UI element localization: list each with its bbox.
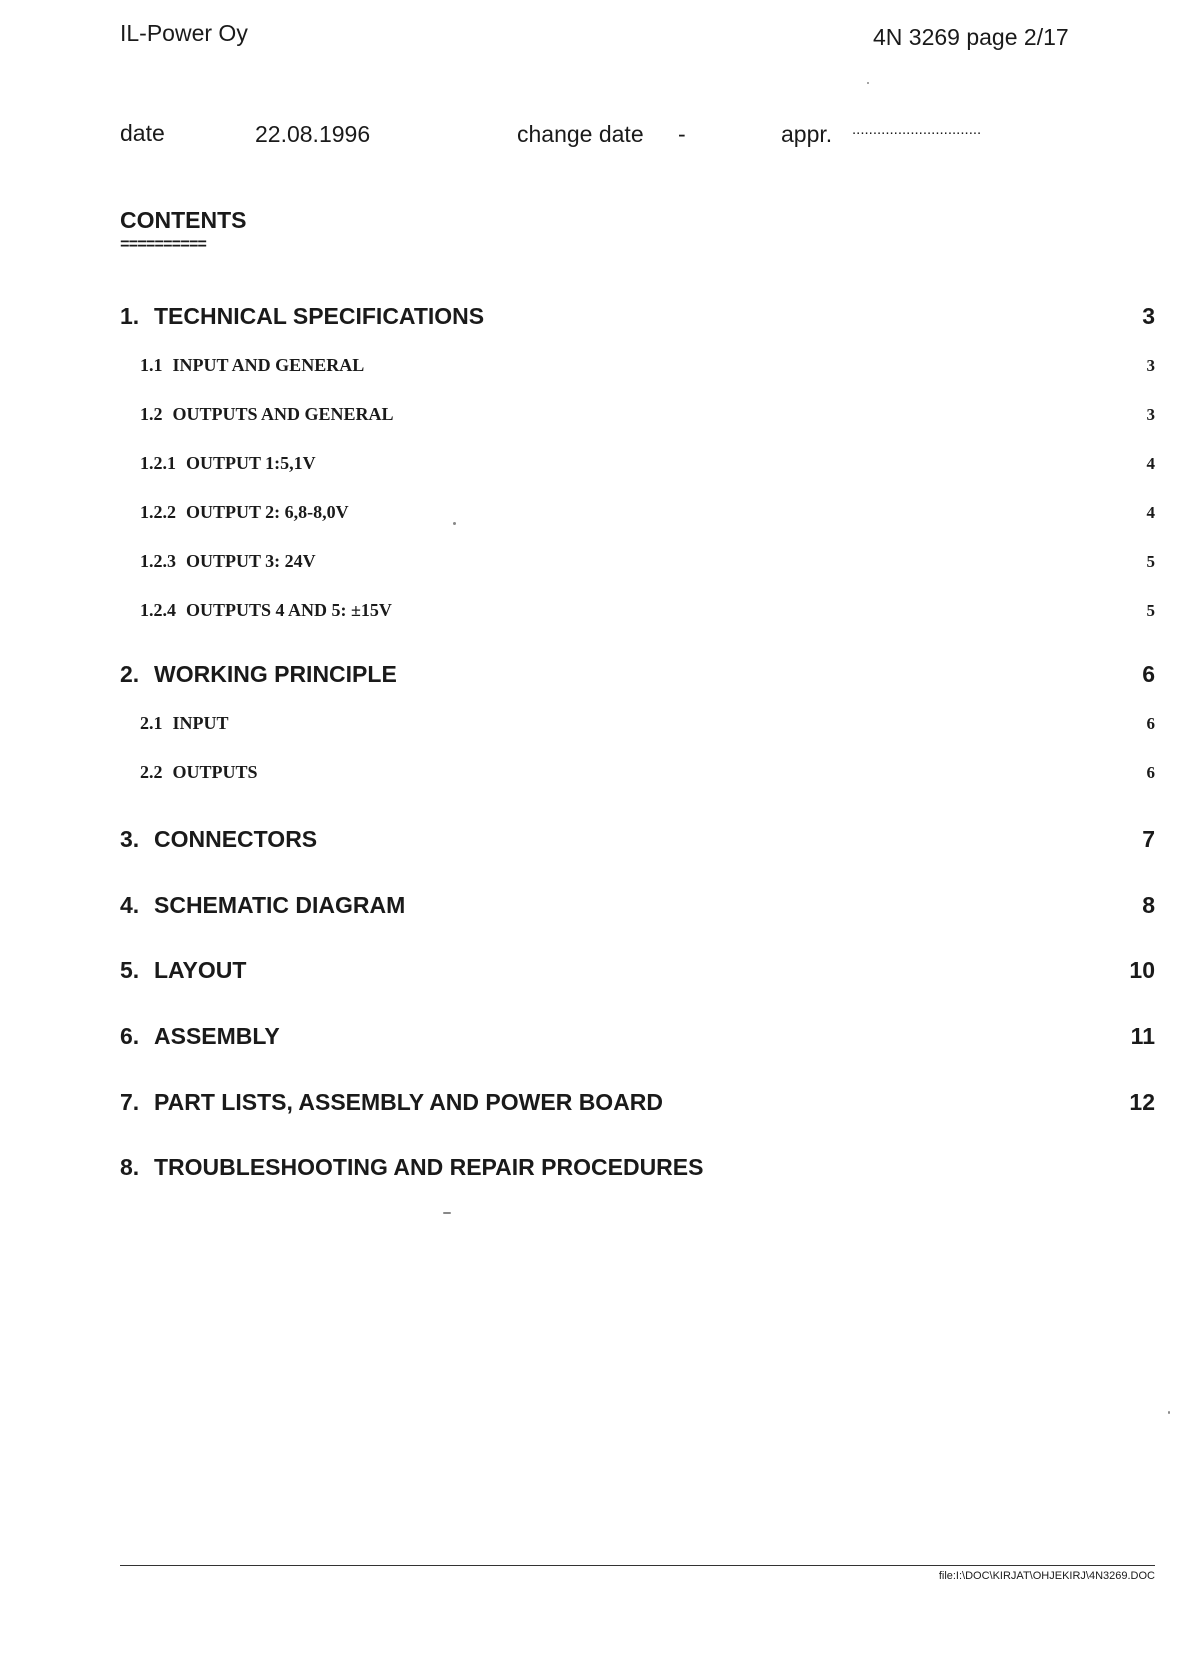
toc-entry[interactable]	[140, 404, 1155, 425]
toc-number: 1.2.1	[140, 453, 176, 473]
toc-number: 1.2	[140, 404, 163, 424]
toc-label: OUTPUTS	[172, 762, 258, 782]
toc-label: ASSEMBLY	[154, 1023, 280, 1049]
toc-label: TECHNICAL SPECIFICATIONS	[154, 303, 485, 329]
toc-entry[interactable]	[140, 600, 1155, 621]
toc-number: 6.	[120, 1023, 140, 1049]
contents-underline: ==========	[120, 236, 207, 254]
toc-entry[interactable]	[120, 957, 1155, 984]
toc-page: 7	[1142, 826, 1155, 852]
change-date-label: change date	[517, 121, 644, 147]
toc-entry[interactable]	[120, 892, 1155, 919]
toc-entry[interactable]	[120, 303, 1155, 330]
date-label: date	[120, 120, 165, 146]
toc-number: 3.	[120, 826, 140, 852]
footer-file-path: file:I:\DOC\KIRJAT\OHJEKIRJ\4N3269.DOC	[938, 1570, 1155, 1582]
toc-entry[interactable]	[120, 1154, 1155, 1181]
toc-entry[interactable]	[120, 826, 1155, 853]
toc-label: LAYOUT	[154, 957, 247, 983]
scan-speck	[453, 522, 456, 525]
toc-number: 2.2	[140, 762, 163, 782]
toc-entry[interactable]	[140, 453, 1155, 474]
toc-page: 3	[1146, 405, 1155, 424]
toc-label: OUTPUTS 4 AND 5: ±15V	[186, 600, 392, 620]
approval-label: appr.	[781, 121, 833, 147]
toc-page: 5	[1146, 552, 1155, 571]
approval-signature-line: ...............................	[852, 121, 982, 138]
toc-number: 8.	[120, 1154, 140, 1180]
toc-label: PART LISTS, ASSEMBLY AND POWER BOARD	[154, 1089, 664, 1115]
toc-page: 3	[1142, 303, 1155, 329]
toc-number: 1.1	[140, 355, 163, 375]
toc-page: 4	[1146, 503, 1155, 522]
toc-label: OUTPUT 1:5,1V	[186, 453, 316, 473]
toc-page: 10	[1129, 957, 1155, 983]
toc-page: 12	[1129, 1089, 1155, 1115]
document-reference: 4N 3269 page 2/17	[873, 24, 1069, 50]
scan-speck	[443, 1212, 451, 1214]
toc-page: 5	[1146, 601, 1155, 620]
toc-page: 4	[1146, 454, 1155, 473]
toc-number: 1.2.4	[140, 600, 176, 620]
toc-entry[interactable]	[120, 1089, 1155, 1116]
date-value: 22.08.1996	[255, 121, 371, 147]
toc-label: TROUBLESHOOTING AND REPAIR PROCEDURES	[154, 1154, 704, 1180]
toc-entry[interactable]	[140, 355, 1155, 376]
toc-number: 1.2.2	[140, 502, 176, 522]
toc-page: 6	[1146, 763, 1155, 782]
toc-page: 11	[1130, 1023, 1155, 1049]
contents-title: CONTENTS	[120, 207, 247, 233]
toc-label: INPUT	[172, 713, 229, 733]
toc-label: OUTPUT 2: 6,8-8,0V	[186, 502, 349, 522]
footer-divider	[120, 1565, 1155, 1566]
toc-label: OUTPUT 3: 24V	[186, 551, 316, 571]
toc-number: 1.	[120, 303, 140, 329]
toc-number: 4.	[120, 892, 140, 918]
company-name: IL-Power Oy	[120, 20, 248, 46]
toc-label: INPUT AND GENERAL	[172, 355, 365, 375]
toc-page: 6	[1142, 661, 1155, 687]
toc-label: OUTPUTS AND GENERAL	[172, 404, 394, 424]
toc-label: CONNECTORS	[154, 826, 318, 852]
toc-label: SCHEMATIC DIAGRAM	[154, 892, 406, 918]
toc-number: 5.	[120, 957, 140, 983]
toc-label: WORKING PRINCIPLE	[154, 661, 397, 687]
toc-number: 7.	[120, 1089, 140, 1115]
toc-number: 2.1	[140, 713, 163, 733]
toc-entry[interactable]	[140, 502, 1155, 523]
toc-entry[interactable]	[120, 1023, 1155, 1050]
toc-page: 6	[1146, 714, 1155, 733]
change-date-value: -	[678, 121, 686, 147]
toc-number: 2.	[120, 661, 140, 687]
toc-page: 8	[1142, 892, 1155, 918]
toc-entry[interactable]	[140, 762, 1155, 783]
toc-entry[interactable]	[120, 661, 1155, 688]
scan-speck	[867, 82, 869, 84]
scan-speck	[1168, 1411, 1170, 1414]
toc-entry[interactable]	[140, 713, 1155, 734]
toc-page: 3	[1146, 356, 1155, 375]
toc-entry[interactable]	[140, 551, 1155, 572]
toc-number: 1.2.3	[140, 551, 176, 571]
